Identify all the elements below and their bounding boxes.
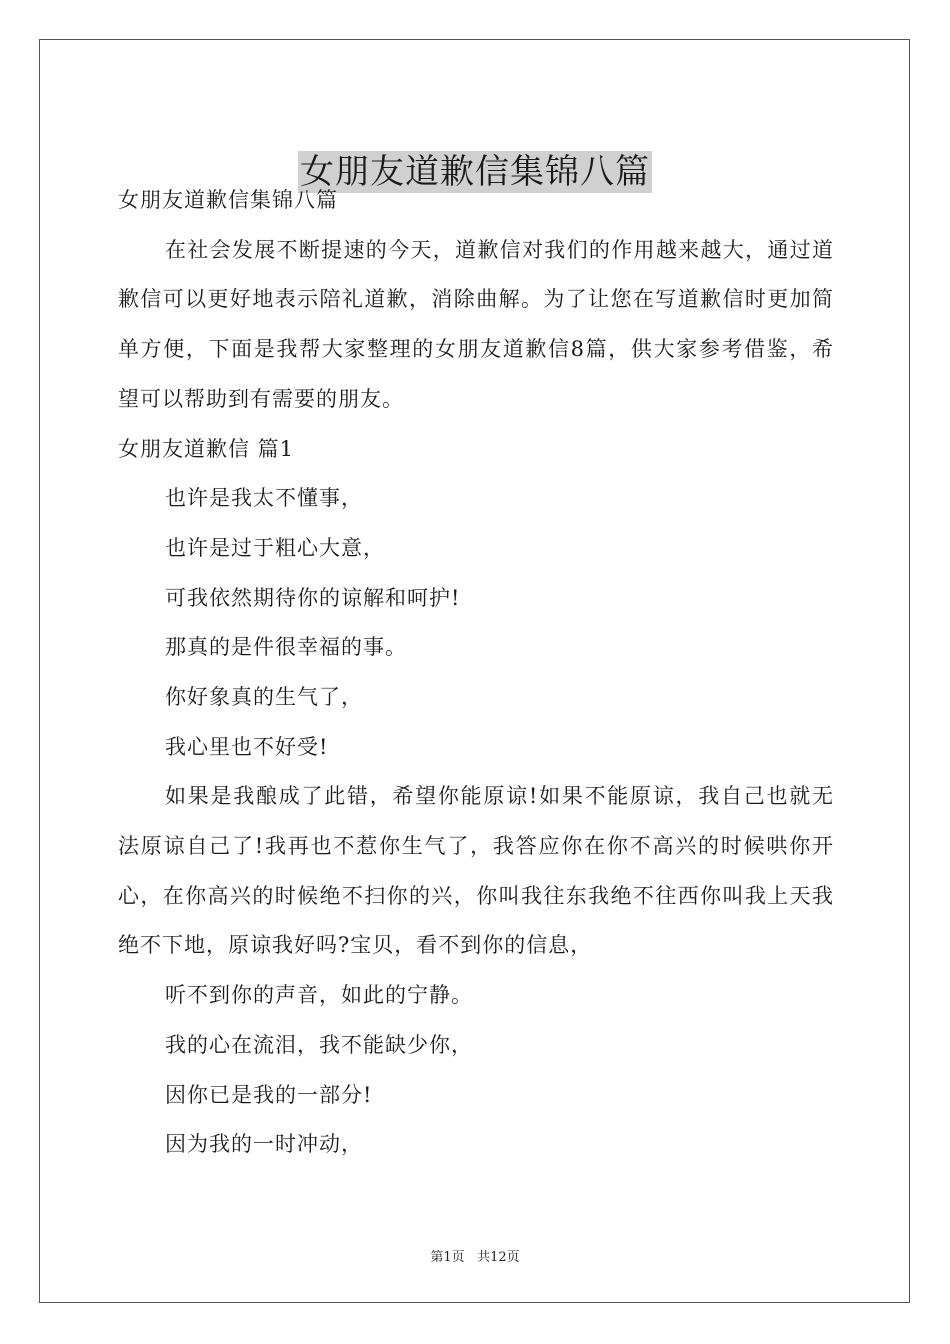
poem-line: 因为我的一时冲动， xyxy=(165,1132,363,1157)
poem-line: 我心里也不好受! xyxy=(165,734,329,759)
poem-line: 因你已是我的一部分! xyxy=(165,1082,373,1107)
poem-line: 你好象真的生气了， xyxy=(165,684,363,709)
page-number: 第1页 xyxy=(430,1250,465,1265)
intro-paragraph: 在社会发展不断提速的今天，道歉信对我们的作用越来越大，通过道歉信可以更好地表示陪礼道歉，消除曲解。为了让您在写道歉信时更加简单方便，下面是我帮大家整理的女朋友道歉信8篇，供大家参考借鉴，希望可以帮助到有需要的朋友。 xyxy=(118,237,834,411)
poem-line: 那真的是件很幸福的事。 xyxy=(165,635,407,660)
page-total: 共12页 xyxy=(477,1250,520,1265)
poem-line: 听不到你的声音，如此的宁静。 xyxy=(165,983,473,1008)
poem-line: 也许是过于粗心大意， xyxy=(165,535,385,560)
poem-line: 我的心在流泪，我不能缺少你， xyxy=(165,1032,473,1057)
document-title: 女朋友道歉信集锦八篇 xyxy=(300,151,650,192)
document-body xyxy=(118,176,834,1170)
poem-line: 也许是我太不懂事， xyxy=(165,486,363,511)
section-heading: 女朋友道歉信 篇1 xyxy=(118,436,295,461)
page-footer xyxy=(0,1246,950,1265)
document-subtitle: 女朋友道歉信集锦八篇 xyxy=(118,188,338,212)
apology-paragraph: 如果是我酿成了此错，希望你能原谅!如果不能原谅，我自己也就无法原谅自己了!我再也不惹你生气了，我答应你在你不高兴的时候哄你开心，在你高兴的时候绝不扫你的兴，你叫我往东我绝不往西你叫我上天我绝不下地，原谅我好吗?宝贝，看不到你的信息， xyxy=(118,784,834,958)
poem-line: 可我依然期待你的谅解和呵护! xyxy=(165,585,461,610)
